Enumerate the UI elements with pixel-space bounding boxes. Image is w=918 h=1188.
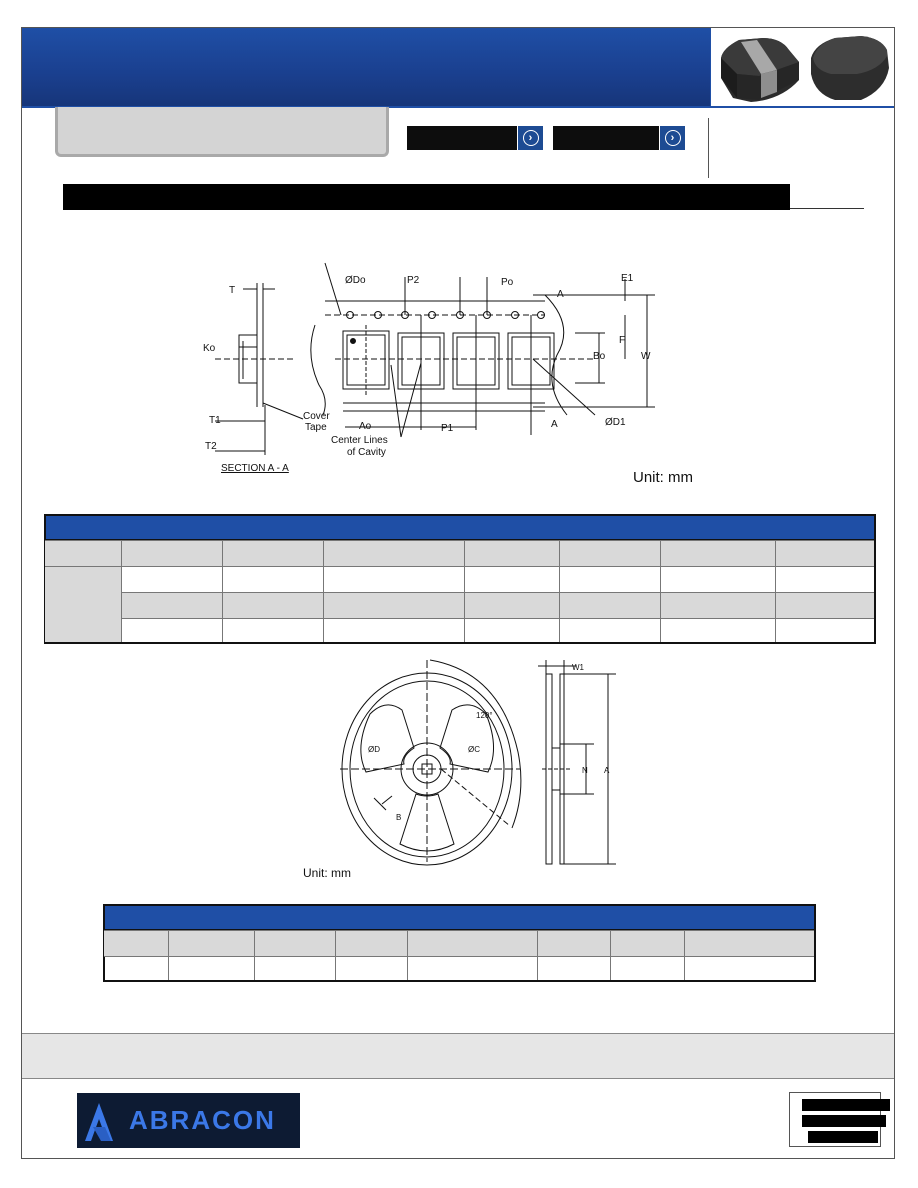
title-tab xyxy=(55,107,389,157)
table-cell xyxy=(222,540,323,566)
reel-label-d: ØD xyxy=(368,745,380,754)
reel-dimensions-table xyxy=(103,904,816,982)
tape-label-p1: P1 xyxy=(441,423,454,434)
tape-label-p0: Po xyxy=(501,277,514,288)
revision-bar xyxy=(802,1115,886,1127)
table-cell xyxy=(254,956,335,980)
revision-box xyxy=(789,1092,881,1147)
table-cell xyxy=(168,930,254,956)
tape-label-e1: E1 xyxy=(621,273,634,284)
tape-label-d0: ØDo xyxy=(345,275,366,286)
table-cell xyxy=(323,592,464,618)
table-cell xyxy=(104,956,168,980)
table-cell xyxy=(775,566,874,592)
abracon-logo[interactable] xyxy=(77,1093,300,1148)
reel-table-header xyxy=(105,906,814,930)
table-cell xyxy=(684,930,814,956)
table-cell xyxy=(335,956,407,980)
tape-label-a-bottom: A xyxy=(551,419,558,430)
table-cell xyxy=(775,618,874,642)
reel-unit-label: Unit: mm xyxy=(303,866,351,880)
table-cell xyxy=(684,956,814,980)
reel-label-a: A xyxy=(604,766,610,775)
reel-label-c: ØC xyxy=(468,745,480,754)
tape-dimensions-table xyxy=(44,514,876,644)
tape-label-d1: ØD1 xyxy=(605,417,626,428)
tape-dimension-drawing xyxy=(195,255,675,485)
table-cell xyxy=(660,618,775,642)
tape-label-w: W xyxy=(641,351,651,362)
table-cell xyxy=(660,540,775,566)
table-cell xyxy=(464,540,559,566)
table-cell xyxy=(121,540,222,566)
table-cell xyxy=(559,566,660,592)
tape-label-t1: T1 xyxy=(209,415,221,426)
logo-wordmark: ABRACON xyxy=(129,1105,276,1135)
table-cell xyxy=(168,956,254,980)
table-cell xyxy=(610,956,684,980)
table-cell xyxy=(559,618,660,642)
tape-label-cover-2: Tape xyxy=(305,422,327,433)
table-cell xyxy=(610,930,684,956)
reel-label-w1: W1 xyxy=(572,663,584,672)
table-cell xyxy=(222,618,323,642)
tape-label-section: SECTION A - A xyxy=(221,463,289,474)
reel-label-b: B xyxy=(396,813,402,822)
table-cell xyxy=(254,930,335,956)
table-cell xyxy=(323,566,464,592)
reel-label-angle: 120° xyxy=(476,711,493,720)
table-cell xyxy=(222,592,323,618)
table-cell xyxy=(104,930,168,956)
revision-bar xyxy=(808,1131,878,1143)
table-cell xyxy=(45,540,121,566)
tape-table-header xyxy=(46,516,874,540)
tape-label-t2: T2 xyxy=(205,441,217,452)
tape-label-ao: Ao xyxy=(359,421,372,432)
table-cell xyxy=(660,592,775,618)
nav-button-2[interactable] xyxy=(553,126,685,150)
table-cell xyxy=(660,566,775,592)
revision-bar xyxy=(802,1099,890,1111)
chevron-right-icon: › xyxy=(659,126,685,150)
tape-label-f: F xyxy=(619,335,626,346)
table-cell xyxy=(323,540,464,566)
tape-label-bo: Bo xyxy=(593,351,606,362)
chevron-right-icon: › xyxy=(517,126,543,150)
tape-label-ko: Ko xyxy=(203,343,216,354)
table-cell xyxy=(559,540,660,566)
header-vertical-divider xyxy=(708,118,709,178)
table-cell xyxy=(464,618,559,642)
table-cell xyxy=(407,930,537,956)
table-cell xyxy=(335,930,407,956)
table-cell xyxy=(775,540,874,566)
table-cell xyxy=(121,592,222,618)
table-cell xyxy=(464,592,559,618)
product-images xyxy=(710,28,894,107)
section-title-bar xyxy=(63,184,790,210)
tape-label-a-top: A xyxy=(557,289,564,300)
tape-label-center-2: of Cavity xyxy=(347,447,386,458)
reel-label-n: N xyxy=(582,766,588,775)
table-cell xyxy=(222,566,323,592)
table-cell xyxy=(121,566,222,592)
table-cell xyxy=(537,956,610,980)
table-cell xyxy=(407,956,537,980)
table-cell xyxy=(323,618,464,642)
footer-band xyxy=(22,1033,894,1079)
table-cell xyxy=(464,566,559,592)
tape-label-p2: P2 xyxy=(407,275,420,286)
table-cell xyxy=(537,930,610,956)
tape-label-cover-1: Cover xyxy=(303,411,330,422)
tape-unit-label: Unit: mm xyxy=(633,469,693,486)
section-underline xyxy=(790,208,864,209)
product-image-icon xyxy=(711,28,895,107)
nav-button-1[interactable] xyxy=(407,126,543,150)
table-cell xyxy=(559,592,660,618)
table-cell xyxy=(775,592,874,618)
table-cell xyxy=(121,618,222,642)
reel-dimension-drawing xyxy=(330,652,630,867)
header-band xyxy=(22,28,710,107)
tape-label-t: T xyxy=(229,285,236,296)
tape-label-center-1: Center Lines xyxy=(331,435,388,446)
table-cell xyxy=(45,566,121,642)
abracon-logo-icon xyxy=(77,1097,121,1145)
